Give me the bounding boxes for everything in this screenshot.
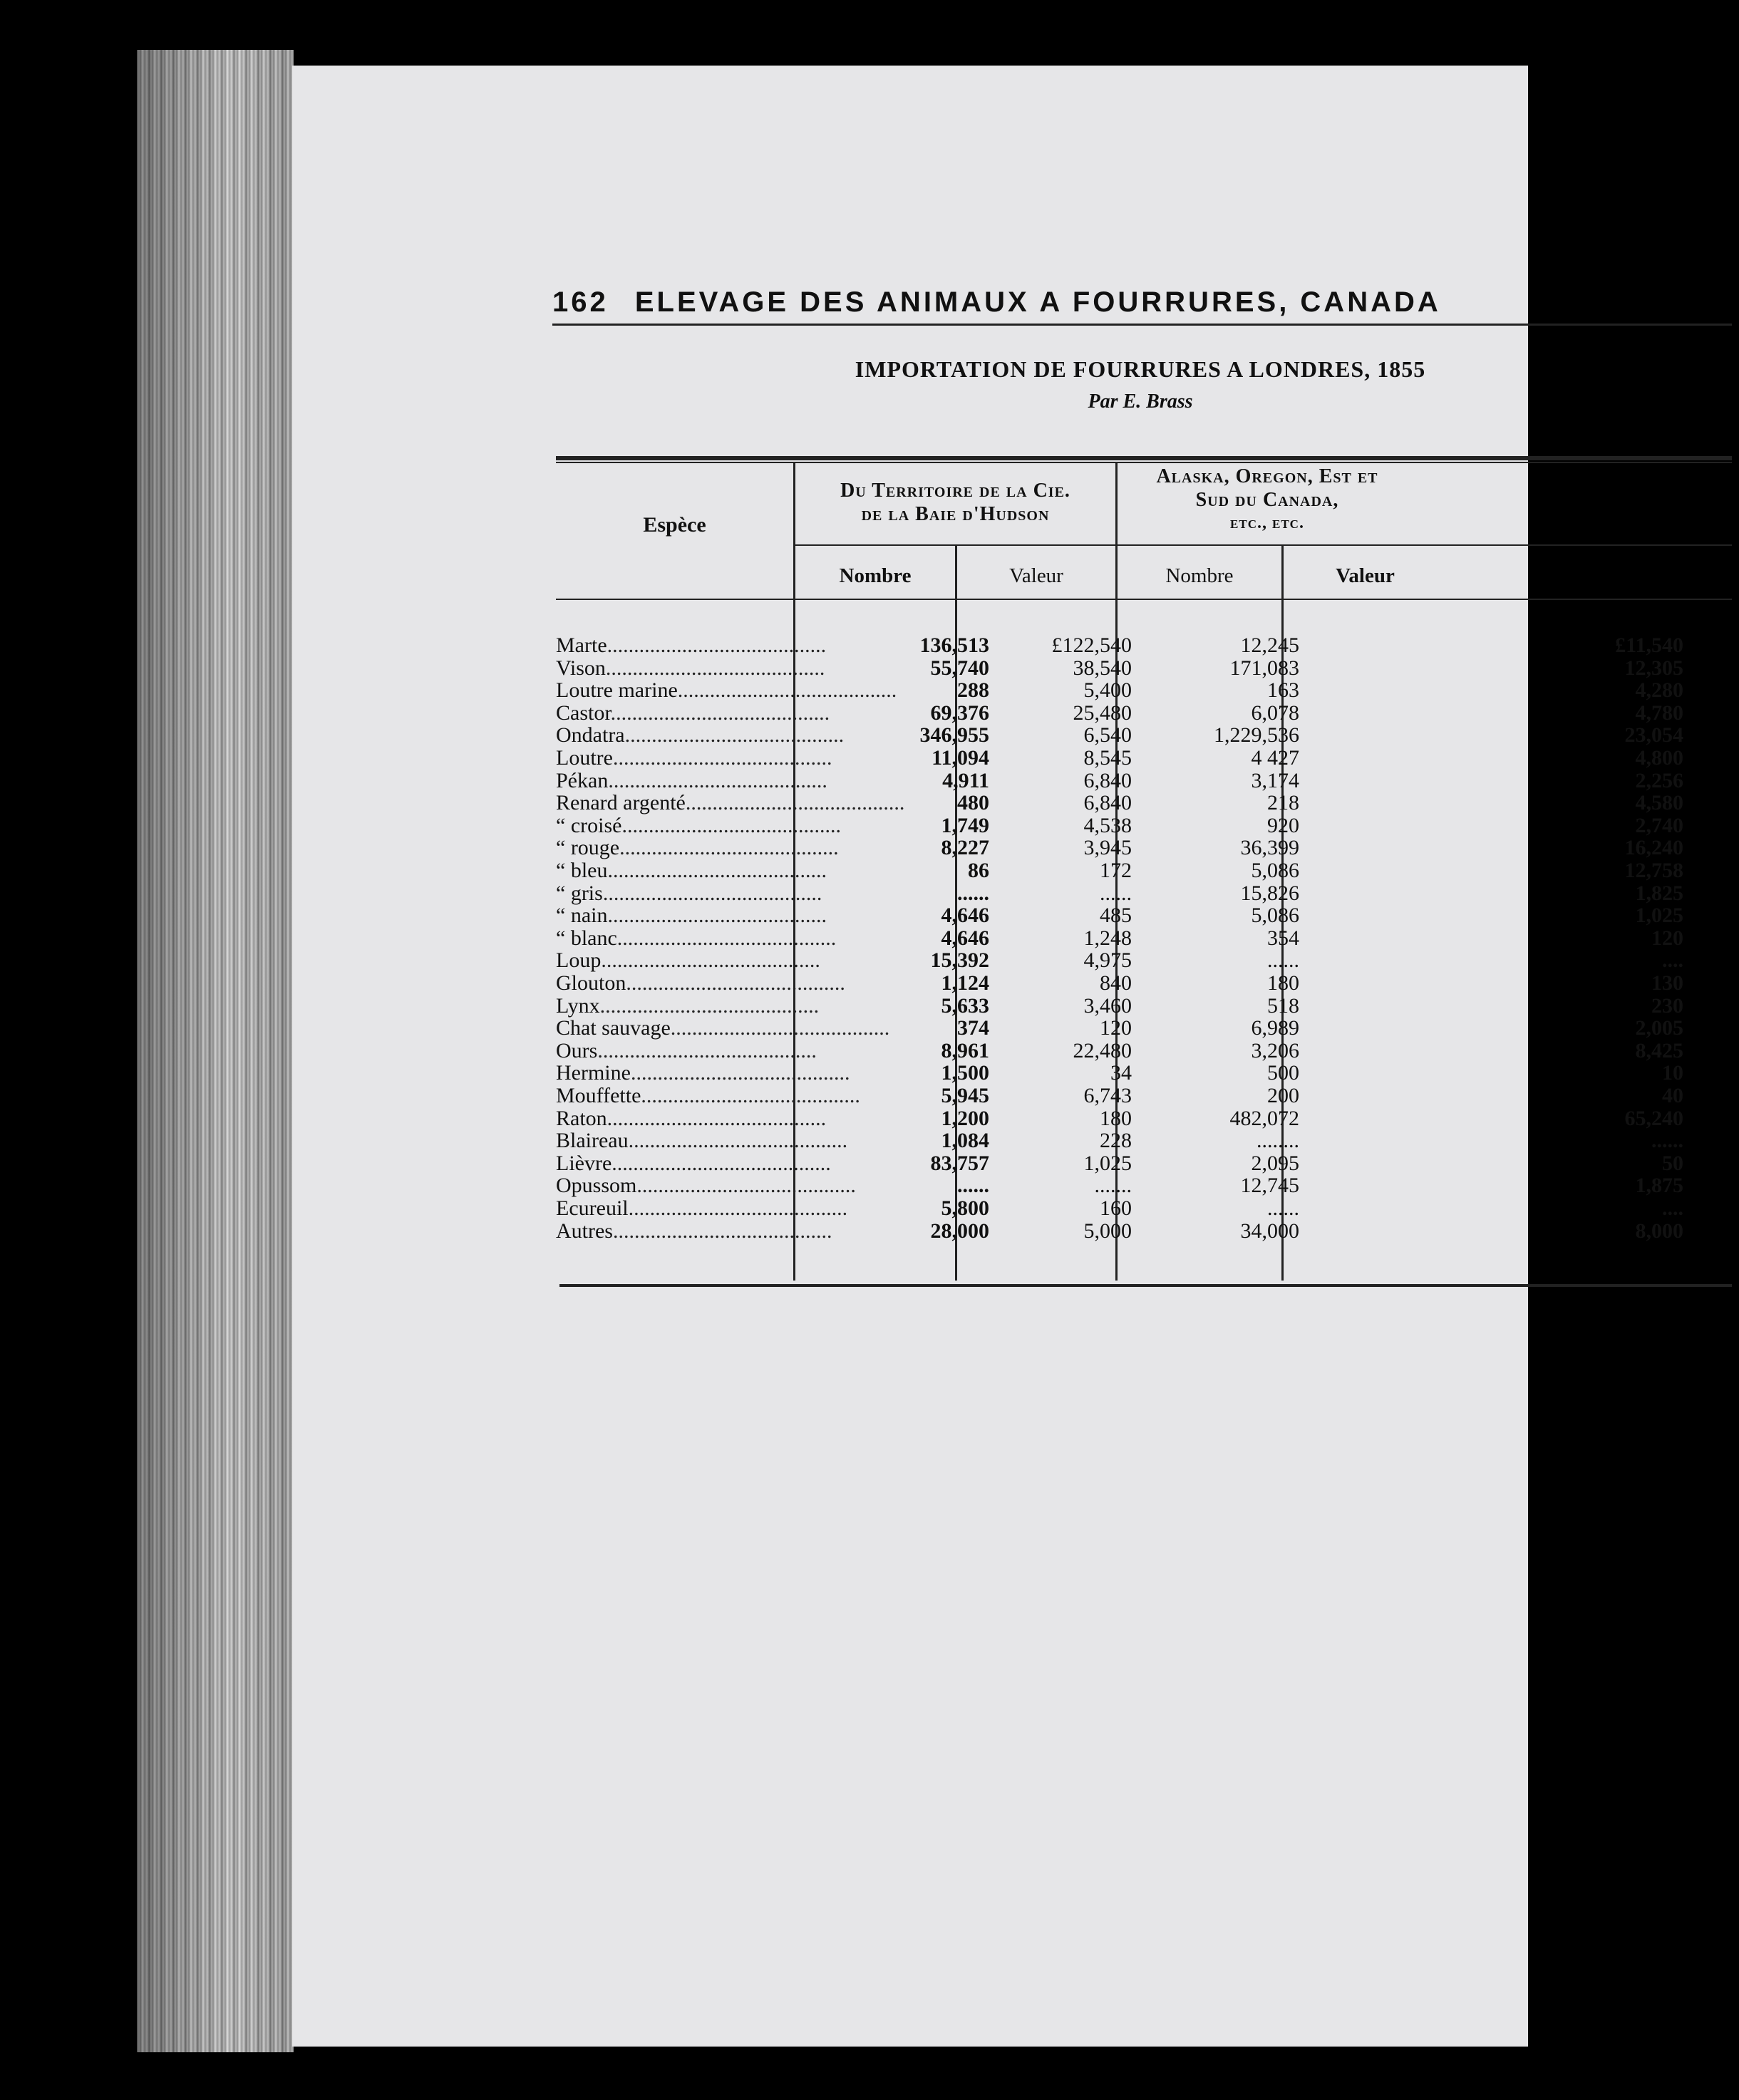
cell-espece-label: Lynx [556,993,600,1018]
table-row [556,949,1739,972]
document-page [292,66,1683,2047]
table-top-rule [556,456,1732,460]
cell-nombre-1: 1,749 [941,813,989,837]
cell-valeur-2: 1,025 [1635,904,1683,928]
cell-nombre-2: 6,078 [1251,700,1299,725]
col-header-nombre-1: Nombre [839,564,912,587]
table-row [556,927,1739,950]
cell-espece: Pékan......................................... [556,768,827,792]
book-page-edges [137,50,294,2052]
cell-valeur-1: 5,000 [1083,1219,1132,1243]
cell-valeur-2: 10 [1662,1061,1683,1085]
cell-espece: “ rouge......................................... [556,836,839,860]
header-rule [552,324,1732,326]
table-row [556,814,1739,837]
cell-valeur-2: 4,280 [1635,678,1683,703]
cell-valeur-2: 4,780 [1635,700,1683,725]
cell-valeur-2: .... [1662,1196,1683,1220]
col-group-hudson-line2: de la Baie d'Hudson [861,503,1050,525]
cell-nombre-2: 5,086 [1251,904,1299,928]
cell-valeur-2: 8,000 [1635,1219,1683,1243]
cell-valeur-1: 120 [1100,1016,1132,1040]
cell-nombre-1: 288 [957,678,989,703]
cell-valeur-2: 130 [1651,971,1683,995]
cell-espece: Glouton......................................... [556,971,845,995]
cell-espece: Opussom......................................... [556,1174,856,1198]
cell-valeur-1: 180 [1100,1106,1132,1130]
cell-nombre-1: 28,000 [930,1219,989,1243]
col-group-hudson [795,479,1115,526]
cell-espece-label: “ gris [556,881,603,905]
cell-nombre-1: 83,757 [930,1151,989,1175]
cell-valeur-1: 34 [1110,1061,1132,1085]
col-group-hudson-line1: Du Territoire de la Cie. [840,480,1070,502]
cell-espece: Renard argenté......................................... [556,791,905,815]
cell-espece: “ gris......................................... [556,881,822,905]
cell-espece: Raton......................................... [556,1106,827,1130]
col-group-alaska [1118,465,1732,535]
cell-valeur-1: 172 [1100,859,1132,882]
cell-valeur-2: 16,240 [1624,836,1683,860]
cell-nombre-1: 1,124 [941,971,989,995]
table-row [556,859,1739,882]
cell-espece: “ nain......................................... [556,904,827,928]
cell-valeur-1: 6,743 [1083,1084,1132,1107]
cell-valeur-2: £11,540 [1615,633,1683,657]
cell-nombre-1: 86 [968,859,989,882]
table-row [556,1152,1739,1175]
cell-espece: Ours......................................... [556,1038,817,1062]
table-row [556,770,1739,792]
cell-nombre-2: 482,072 [1229,1106,1299,1130]
cell-nombre-2: 171,083 [1229,656,1299,680]
cell-espece-label: Loutre [556,746,613,770]
table-row [556,882,1739,905]
cell-nombre-1: 374 [957,1016,989,1040]
table-row [556,1220,1739,1243]
col-header-valeur-1: Valeur [1009,564,1063,587]
cell-espece-label: Chat sauvage [556,1016,671,1040]
cell-nombre-1: 8,961 [941,1038,989,1062]
cell-valeur-2: 65,240 [1624,1106,1683,1130]
cell-espece-label: Marte [556,633,607,657]
cell-nombre-1: 11,094 [932,746,989,770]
table-row [556,1174,1739,1197]
cell-nombre-1: 480 [957,791,989,815]
cell-espece-label: Ours [556,1038,598,1062]
table-row [556,1107,1739,1130]
cell-nombre-1: 1,200 [941,1106,989,1130]
cell-nombre-2: 15,826 [1240,881,1299,905]
cell-nombre-2: 500 [1267,1061,1299,1085]
cell-nombre-1: ...... [957,881,989,905]
cell-valeur-1: 840 [1100,971,1132,995]
table-row [556,724,1739,747]
table-top-rule-thin [556,462,1732,463]
table-row [556,837,1739,859]
table-row [556,1040,1739,1062]
table-row [556,1129,1739,1152]
cell-nombre-2: 920 [1267,813,1299,837]
cell-espece: Lynx......................................... [556,993,820,1018]
cell-nombre-2: ...... [1267,1196,1299,1220]
cell-espece-label: Lièvre [556,1151,612,1175]
table-row [556,747,1739,770]
cell-nombre-2: 3,206 [1251,1038,1299,1062]
cell-espece: Chat sauvage......................................... [556,1016,890,1040]
table-row [556,1062,1739,1085]
cell-espece-label: “ rouge [556,836,620,860]
cell-espece: “ croisé......................................... [556,813,841,837]
cell-nombre-1: 4,911 [942,768,989,792]
cell-nombre-2: 12,745 [1240,1174,1299,1198]
cell-espece-label: “ nain [556,904,608,928]
cell-valeur-1: 38,540 [1073,656,1132,680]
cell-valeur-2: 1,875 [1635,1174,1683,1198]
col-header-nombre-2: Nombre [1165,564,1234,587]
cell-espece: Ecureuil......................................... [556,1196,848,1220]
table-row [556,1017,1739,1040]
running-title: ELEVAGE DES ANIMAUX A FOURRURES, CANADA [634,286,1441,318]
cell-espece-label: Vison [556,656,606,680]
cell-espece-label: Ecureuil [556,1196,629,1220]
running-header [552,286,1700,319]
cell-espece: Hermine......................................... [556,1061,850,1085]
table-row [556,1085,1739,1107]
cell-espece-label: “ bleu [556,859,608,882]
cell-nombre-1: 8,227 [941,836,989,860]
cell-nombre-2: 2,095 [1251,1151,1299,1175]
cell-nombre-1: 5,945 [941,1084,989,1107]
col-header-valeur-2: Valeur [1336,564,1395,587]
header-bottom-rule [556,599,1732,600]
cell-valeur-1: 160 [1100,1196,1132,1220]
cell-valeur-2: 12,305 [1624,656,1683,680]
cell-valeur-2: 40 [1662,1084,1683,1107]
cell-valeur-1: 8,545 [1083,746,1132,770]
table-row [556,904,1739,927]
cell-valeur-2: 23,054 [1624,723,1683,748]
table-row [556,792,1739,814]
cell-valeur-2: ...... [1651,1129,1683,1153]
cell-espece: “ blanc......................................... [556,926,837,950]
col-header-espece: Espèce [643,513,706,537]
cell-nombre-2: 200 [1267,1084,1299,1107]
cell-nombre-2: 6,989 [1251,1016,1299,1040]
cell-valeur-2: .... [1662,948,1683,973]
cell-valeur-1: 6,840 [1083,791,1132,815]
page-number: 162 [552,286,609,318]
cell-valeur-2: 230 [1651,993,1683,1018]
cell-espece-label: Loutre marine [556,678,678,703]
cell-espece-label: Castor [556,700,611,725]
cell-espece-label: “ blanc [556,926,617,950]
cell-nombre-2: 12,245 [1240,633,1299,657]
cell-espece: Loup......................................... [556,948,820,973]
cell-nombre-1: 69,376 [930,700,989,725]
col-group-alaska-line3: etc., etc. [1230,514,1304,532]
cell-espece-label: Pékan [556,768,609,792]
cell-nombre-2: ........ [1256,1129,1299,1153]
cell-nombre-2: 1,229,536 [1214,723,1299,748]
cell-nombre-1: ...... [957,1174,989,1198]
cell-valeur-1: 485 [1100,904,1132,928]
cell-espece-label: Mouffette [556,1084,641,1107]
cell-nombre-2: 180 [1267,971,1299,995]
cell-espece-label: Raton [556,1106,607,1130]
cell-valeur-1: 228 [1100,1129,1132,1153]
cell-valeur-2: 120 [1651,926,1683,950]
cell-valeur-2: 12,758 [1624,859,1683,882]
table-bottom-rule [559,1284,1732,1287]
table-row [556,634,1739,657]
cell-espece-label: Glouton [556,971,626,995]
group-header-rule [795,544,1732,546]
cell-espece: Blaireau......................................... [556,1129,848,1153]
cell-espece-label: Loup [556,948,602,973]
cell-valeur-1: 4,538 [1083,813,1132,837]
cell-valeur-1: 3,945 [1083,836,1132,860]
cell-valeur-2: 2,005 [1635,1016,1683,1040]
cell-valeur-2: 2,256 [1635,768,1683,792]
cell-valeur-1: 6,540 [1083,723,1132,748]
table-subtitle: Par E. Brass [1088,390,1193,413]
cell-valeur-1: 1,248 [1083,926,1132,950]
cell-espece: Ondatra......................................... [556,723,845,748]
cell-nombre-2: 4 427 [1251,746,1299,770]
cell-nombre-1: 4,646 [941,926,989,950]
cell-espece-label: Blaireau [556,1129,629,1153]
cell-valeur-1: 3,460 [1083,993,1132,1018]
cell-nombre-2: 163 [1267,678,1299,703]
table-title: IMPORTATION DE FOURRURES A LONDRES, 1855 [855,356,1426,382]
cell-espece: Marte......................................... [556,633,827,657]
cell-espece: Lièvre......................................... [556,1151,831,1175]
cell-nombre-2: 3,174 [1251,768,1299,792]
cell-nombre-1: 346,955 [919,723,989,748]
cell-nombre-2: ...... [1267,948,1299,973]
cell-nombre-2: 518 [1267,993,1299,1018]
cell-valeur-2: 1,825 [1635,881,1683,905]
cell-nombre-2: 218 [1267,791,1299,815]
table-row [556,657,1739,680]
cell-valeur-1: 5,400 [1083,678,1132,703]
cell-nombre-1: 55,740 [930,656,989,680]
col-group-alaska-line1: Alaska, Oregon, Est et [1156,465,1378,487]
cell-espece: Mouffette......................................... [556,1084,860,1107]
cell-nombre-2: 5,086 [1251,859,1299,882]
col-group-alaska-line2: Sud du Canada, [1195,489,1339,511]
cell-valeur-2: 2,740 [1635,813,1683,837]
cell-valeur-1: 1,025 [1083,1151,1132,1175]
table-row [556,995,1739,1018]
table-row [556,1197,1739,1220]
cell-espece: Loutre marine......................................... [556,678,897,703]
cell-valeur-1: 6,840 [1083,768,1132,792]
cell-espece-label: Renard argenté [556,791,686,815]
table-row [556,972,1739,995]
cell-nombre-1: 15,392 [930,948,989,973]
cell-valeur-2: 50 [1662,1151,1683,1175]
cell-espece-label: “ croisé [556,813,622,837]
cell-espece-label: Opussom [556,1174,637,1198]
cell-valeur-2: 4,800 [1635,746,1683,770]
cell-nombre-1: 1,084 [941,1129,989,1153]
cell-espece-label: Autres [556,1219,613,1243]
table-row [556,679,1739,702]
cell-valeur-1: ...... [1100,881,1132,905]
cell-valeur-2: 8,425 [1635,1038,1683,1062]
table-row [556,702,1739,725]
cell-espece: Castor......................................... [556,700,830,725]
cell-espece: “ bleu......................................... [556,859,827,882]
table-body [556,634,1732,1276]
cell-espece: Autres......................................... [556,1219,832,1243]
cell-espece: Vison......................................... [556,656,825,680]
cell-nombre-1: 5,633 [941,993,989,1018]
cell-espece-label: Hermine [556,1061,631,1085]
cell-espece: Loutre......................................... [556,746,832,770]
cell-valeur-1: 22,480 [1073,1038,1132,1062]
cell-nombre-2: 36,399 [1240,836,1299,860]
cell-nombre-1: 136,513 [919,633,989,657]
cell-valeur-1: 4,975 [1083,948,1132,973]
cell-espece-label: Ondatra [556,723,625,748]
cell-valeur-1: ....... [1094,1174,1132,1198]
cell-nombre-1: 1,500 [941,1061,989,1085]
cell-nombre-1: 5,800 [941,1196,989,1220]
cell-valeur-2: 4,580 [1635,791,1683,815]
cell-nombre-2: 34,000 [1240,1219,1299,1243]
cell-nombre-1: 4,646 [941,904,989,928]
cell-nombre-2: 354 [1267,926,1299,950]
cell-valeur-1: 25,480 [1073,700,1132,725]
cell-valeur-1: £122,540 [1051,633,1132,657]
